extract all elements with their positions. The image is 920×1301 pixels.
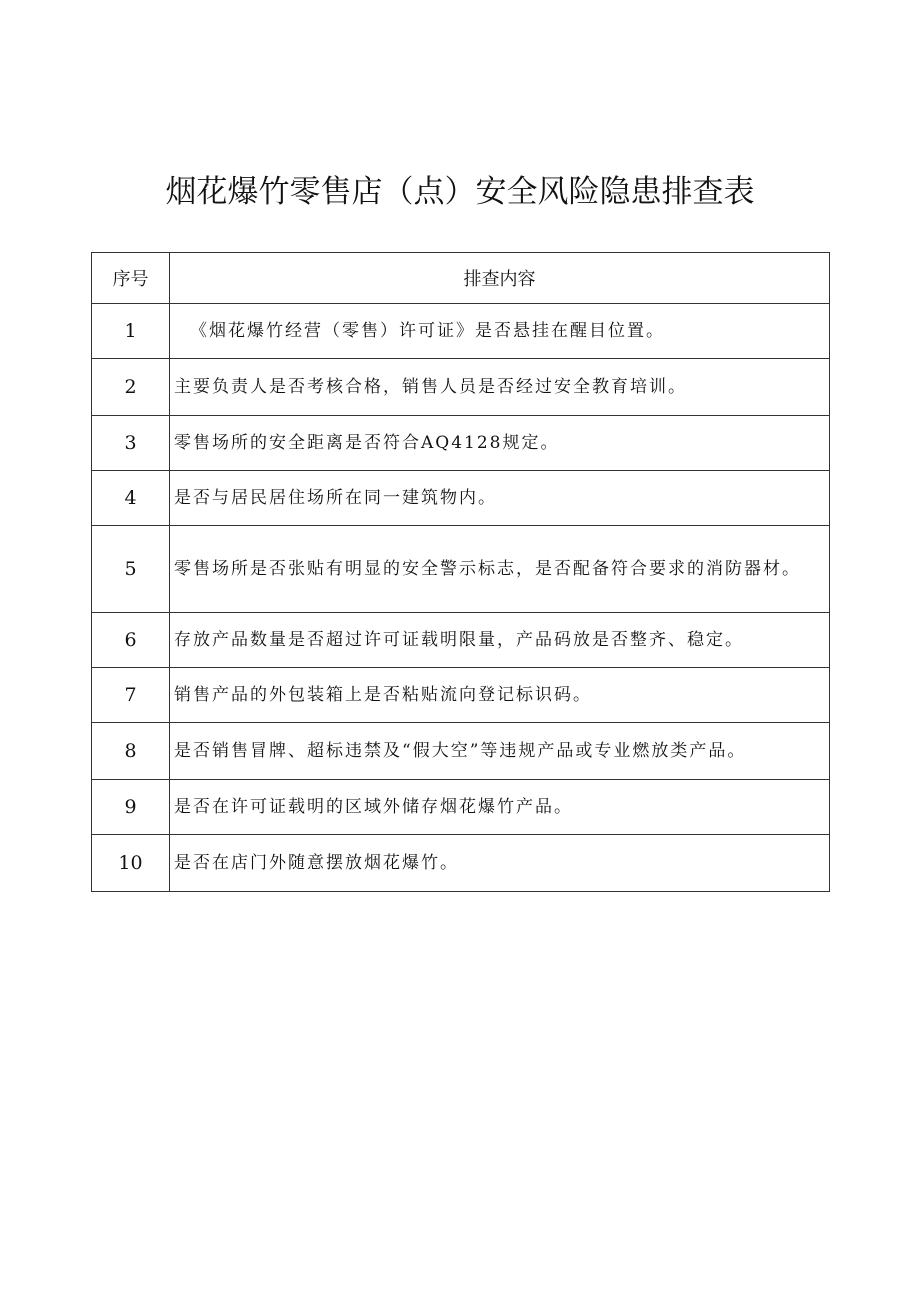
column-header-inspection-content: 排查内容 xyxy=(170,253,830,304)
table-row xyxy=(92,723,830,780)
page-title: 烟花爆竹零售店（点）安全风险隐患排查表 xyxy=(165,174,755,210)
inspection-checklist-table xyxy=(91,252,830,892)
row-inspection-content: 零售场所的安全距离是否符合AQ4128规定。 xyxy=(170,416,830,471)
row-serial-number: 2 xyxy=(92,359,170,416)
row-serial-number: 7 xyxy=(92,668,170,723)
row-serial-number: 10 xyxy=(92,835,170,892)
row-inspection-content: 是否与居民居住场所在同一建筑物内。 xyxy=(170,471,830,526)
column-header-serial-number: 序号 xyxy=(92,253,170,304)
row-inspection-content: 销售产品的外包装箱上是否粘贴流向登记标识码。 xyxy=(170,668,830,723)
table-body xyxy=(92,304,830,892)
row-serial-number: 6 xyxy=(92,613,170,668)
row-inspection-content: 是否在许可证载明的区域外储存烟花爆竹产品。 xyxy=(170,780,830,835)
row-serial-number: 9 xyxy=(92,780,170,835)
table-row xyxy=(92,304,830,359)
row-inspection-content: 主要负责人是否考核合格，销售人员是否经过安全教育培训。 xyxy=(170,359,830,416)
row-serial-number: 3 xyxy=(92,416,170,471)
row-inspection-content: 零售场所是否张贴有明显的安全警示标志，是否配备符合要求的消防器材。 xyxy=(170,526,830,613)
table-row xyxy=(92,526,830,613)
row-serial-number: 1 xyxy=(92,304,170,359)
table-row xyxy=(92,416,830,471)
row-inspection-content: 是否销售冒牌、超标违禁及“假大空”等违规产品或专业燃放类产品。 xyxy=(170,723,830,780)
table-row xyxy=(92,668,830,723)
row-inspection-content: 存放产品数量是否超过许可证载明限量，产品码放是否整齐、稳定。 xyxy=(170,613,830,668)
row-inspection-content: 是否在店门外随意摆放烟花爆竹。 xyxy=(170,835,830,892)
table-header xyxy=(92,253,830,304)
header-row xyxy=(92,253,830,304)
table-row xyxy=(92,780,830,835)
table-row xyxy=(92,471,830,526)
row-serial-number: 5 xyxy=(92,526,170,613)
table-row xyxy=(92,835,830,892)
row-serial-number: 4 xyxy=(92,471,170,526)
table-row xyxy=(92,613,830,668)
row-serial-number: 8 xyxy=(92,723,170,780)
row-inspection-content: 《烟花爆竹经营（零售）许可证》是否悬挂在醒目位置。 xyxy=(170,304,830,359)
table-row xyxy=(92,359,830,416)
